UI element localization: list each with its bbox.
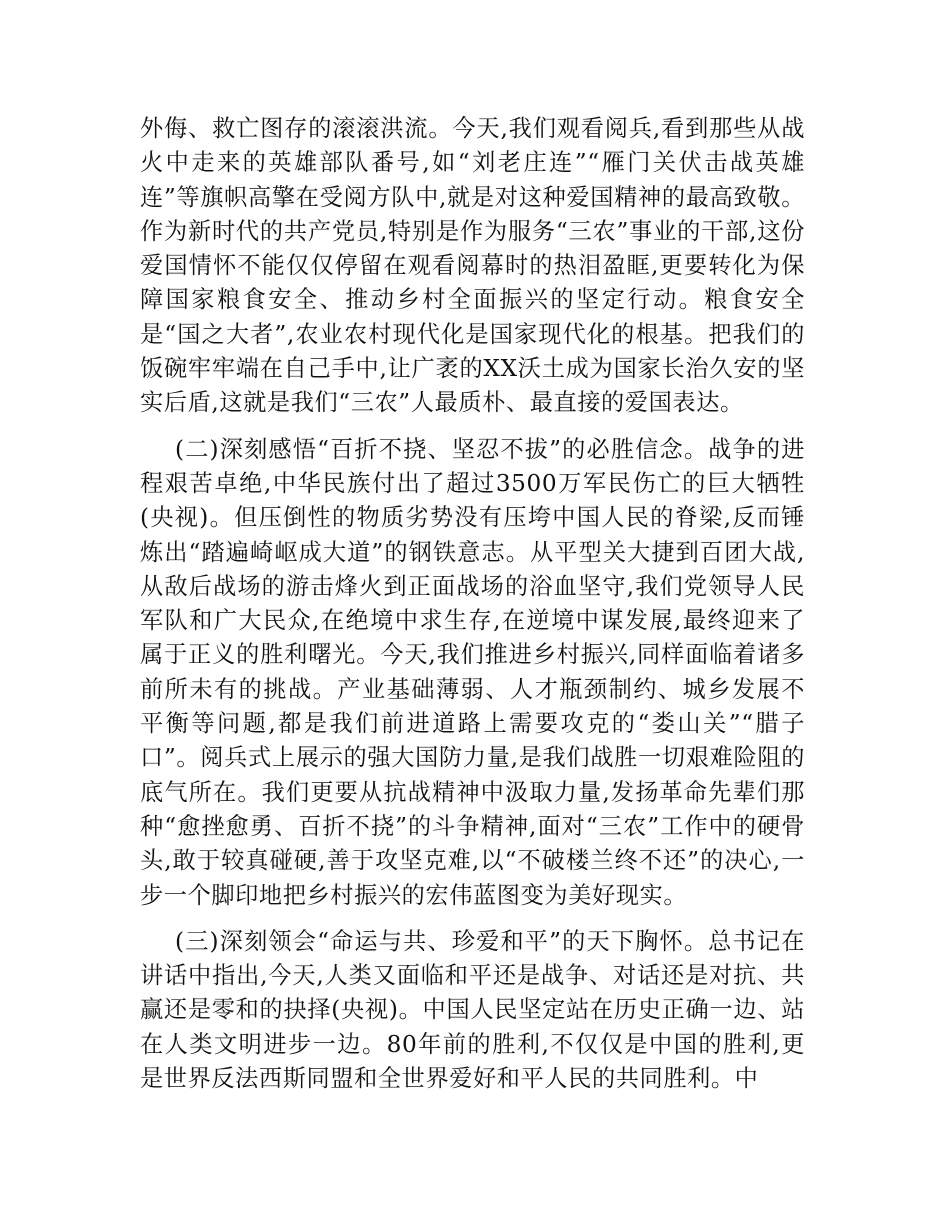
document-body <box>140 112 805 1096</box>
paragraph-section-three-peace: (三)深刻领会“命运与共、珍爱和平”的天下胸怀。总书记在讲话中指出,今天,人类又面临和平还是战争、对话还是对抗、共赢还是零和的抉择(央视)。中国人民坚定站在历史正确一边、站在人类文明进步一边。80年前的胜利,不仅仅是中国的胜利,更是世界反法西斯同盟和全世界爱好和平人民的共同胜利。中 <box>140 927 805 1093</box>
paragraph-section-two-conviction: (二)深刻感悟“百折不挠、坚忍不拔”的必胜信念。战争的进程艰苦卓绝,中华民族付出了超过3500万军民伤亡的巨大牺牲(央视)。但压倒性的物质劣势没有压垮中国人民的脊梁,反而锤炼出“踏遍崎岖成大道”的钢铁意志。从平型关大捷到百团大战,从敌后战场的游击烽火到正面战场的浴血坚守,我们党领导人民军队和广大民众,在绝境中求生存,在逆境中谋发展,最终迎来了属于正义的胜利曙光。今天,我们推进乡村振兴,同样面临着诸多前所未有的挑战。产业基础薄弱、人才瓶颈制约、城乡发展不平衡等问题,都是我们前进道路上需要攻克的“娄山关”“腊子口”。阅兵式上展示的强大国防力量,是我们战胜一切艰难险阻的底气所在。我们更要从抗战精神中汲取力量,发扬革命先辈们那种“愈挫愈勇、百折不挠”的斗争精神,面对“三农”工作中的硬骨头,敢于较真碰硬,善于攻坚克难,以“不破楼兰终不还”的决心,一步一个脚印地把乡村振兴的宏伟蓝图变为美好现实。 <box>140 435 805 909</box>
paragraph-patriotism-continued: 外侮、救亡图存的滚滚洪流。今天,我们观看阅兵,看到那些从战火中走来的英雄部队番号,如“刘老庄连”“雁门关伏击战英雄连”等旗帜高擎在受阅方队中,就是对这种爱国精神的最高致敬。作为新时代的共产党员,特别是作为服务“三农”事业的干部,这份爱国情怀不能仅仅停留在观看阅幕时的热泪盈眶,更要转化为保障国家粮食安全、推动乡村全面振兴的坚定行动。粮食安全是“国之大者”,农业农村现代化是国家现代化的根基。把我们的饭碗牢牢端在自己手中,让广袤的XX沃土成为国家长治久安的坚实后盾,这就是我们“三农”人最质朴、最直接的爱国表达。 <box>140 115 805 417</box>
